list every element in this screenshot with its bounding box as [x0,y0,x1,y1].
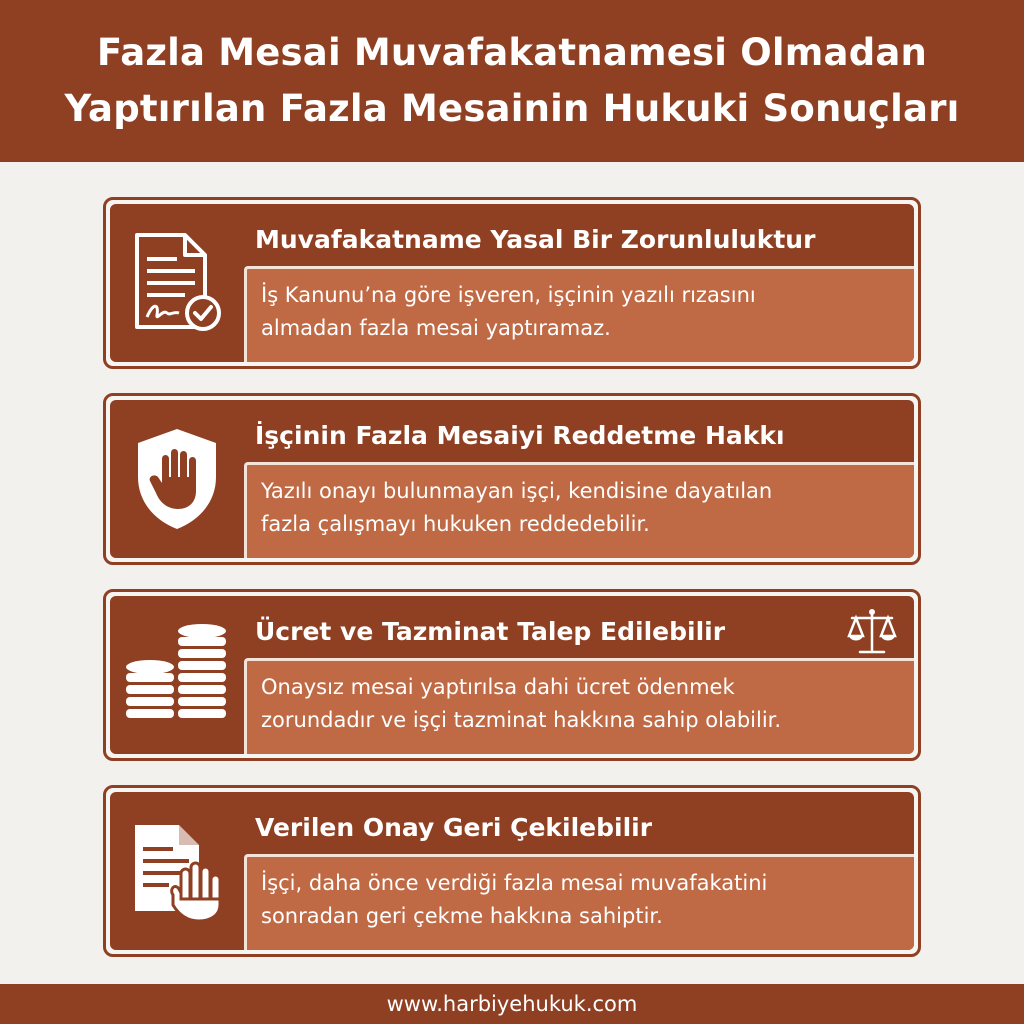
info-card-consent-required [103,197,921,369]
footer-website-link[interactable]: www.harbiyehukuk.com [386,992,638,1016]
scales-icon [846,606,898,658]
header-banner [0,0,1024,162]
card-body-line-1: İşçi, daha önce verdiği fazla mesai muvafakatini [261,871,768,895]
card-inner [110,400,914,558]
card-body-line-2: almadan fazla mesai yaptıramaz. [261,316,611,340]
page-title-line-1: Fazla Mesai Muvafakatnamesi Olmadan [96,31,928,74]
page-title-line-2: Yaptırılan Fazla Mesainin Hukuki Sonuçları [64,87,960,130]
card-body-line-1: Yazılı onayı bulunmayan işçi, kendisine dayatılan [261,479,773,503]
card-title: Verilen Onay Geri Çekilebilir [255,813,653,842]
card-body [244,658,914,754]
card-inner [110,792,914,950]
card-body [244,854,914,950]
card-title: Muvafakatname Yasal Bir Zorunluluktur [255,225,816,254]
footer-bar [0,984,1024,1024]
shield-hand-icon [110,400,244,558]
coins-stack-icon [110,596,244,754]
card-body [244,266,914,362]
signed-document-icon [110,204,244,362]
card-body-line-1: Onaysız mesai yaptırılsa dahi ücret ödenmek [261,675,735,699]
info-card-right-to-refuse [103,393,921,565]
info-card-withdraw-consent [103,785,921,957]
card-title: İşçinin Fazla Mesaiyi Reddetme Hakkı [255,421,785,450]
card-body-line-2: sonradan geri çekme hakkına sahiptir. [261,904,663,928]
card-title: Ücret ve Tazminat Talep Edilebilir [255,617,726,646]
card-body-line-2: zorundadır ve işçi tazminat hakkına sahip olabilir. [261,708,782,732]
card-body-line-1: İş Kanunu’na göre işveren, işçinin yazılı rızasını [261,283,756,307]
card-body-line-2: fazla çalışmayı hukuken reddedebilir. [261,512,650,536]
document-hand-icon [110,792,244,950]
card-body [244,462,914,558]
card-inner [110,596,914,754]
card-inner [110,204,914,362]
info-card-wage-compensation [103,589,921,761]
